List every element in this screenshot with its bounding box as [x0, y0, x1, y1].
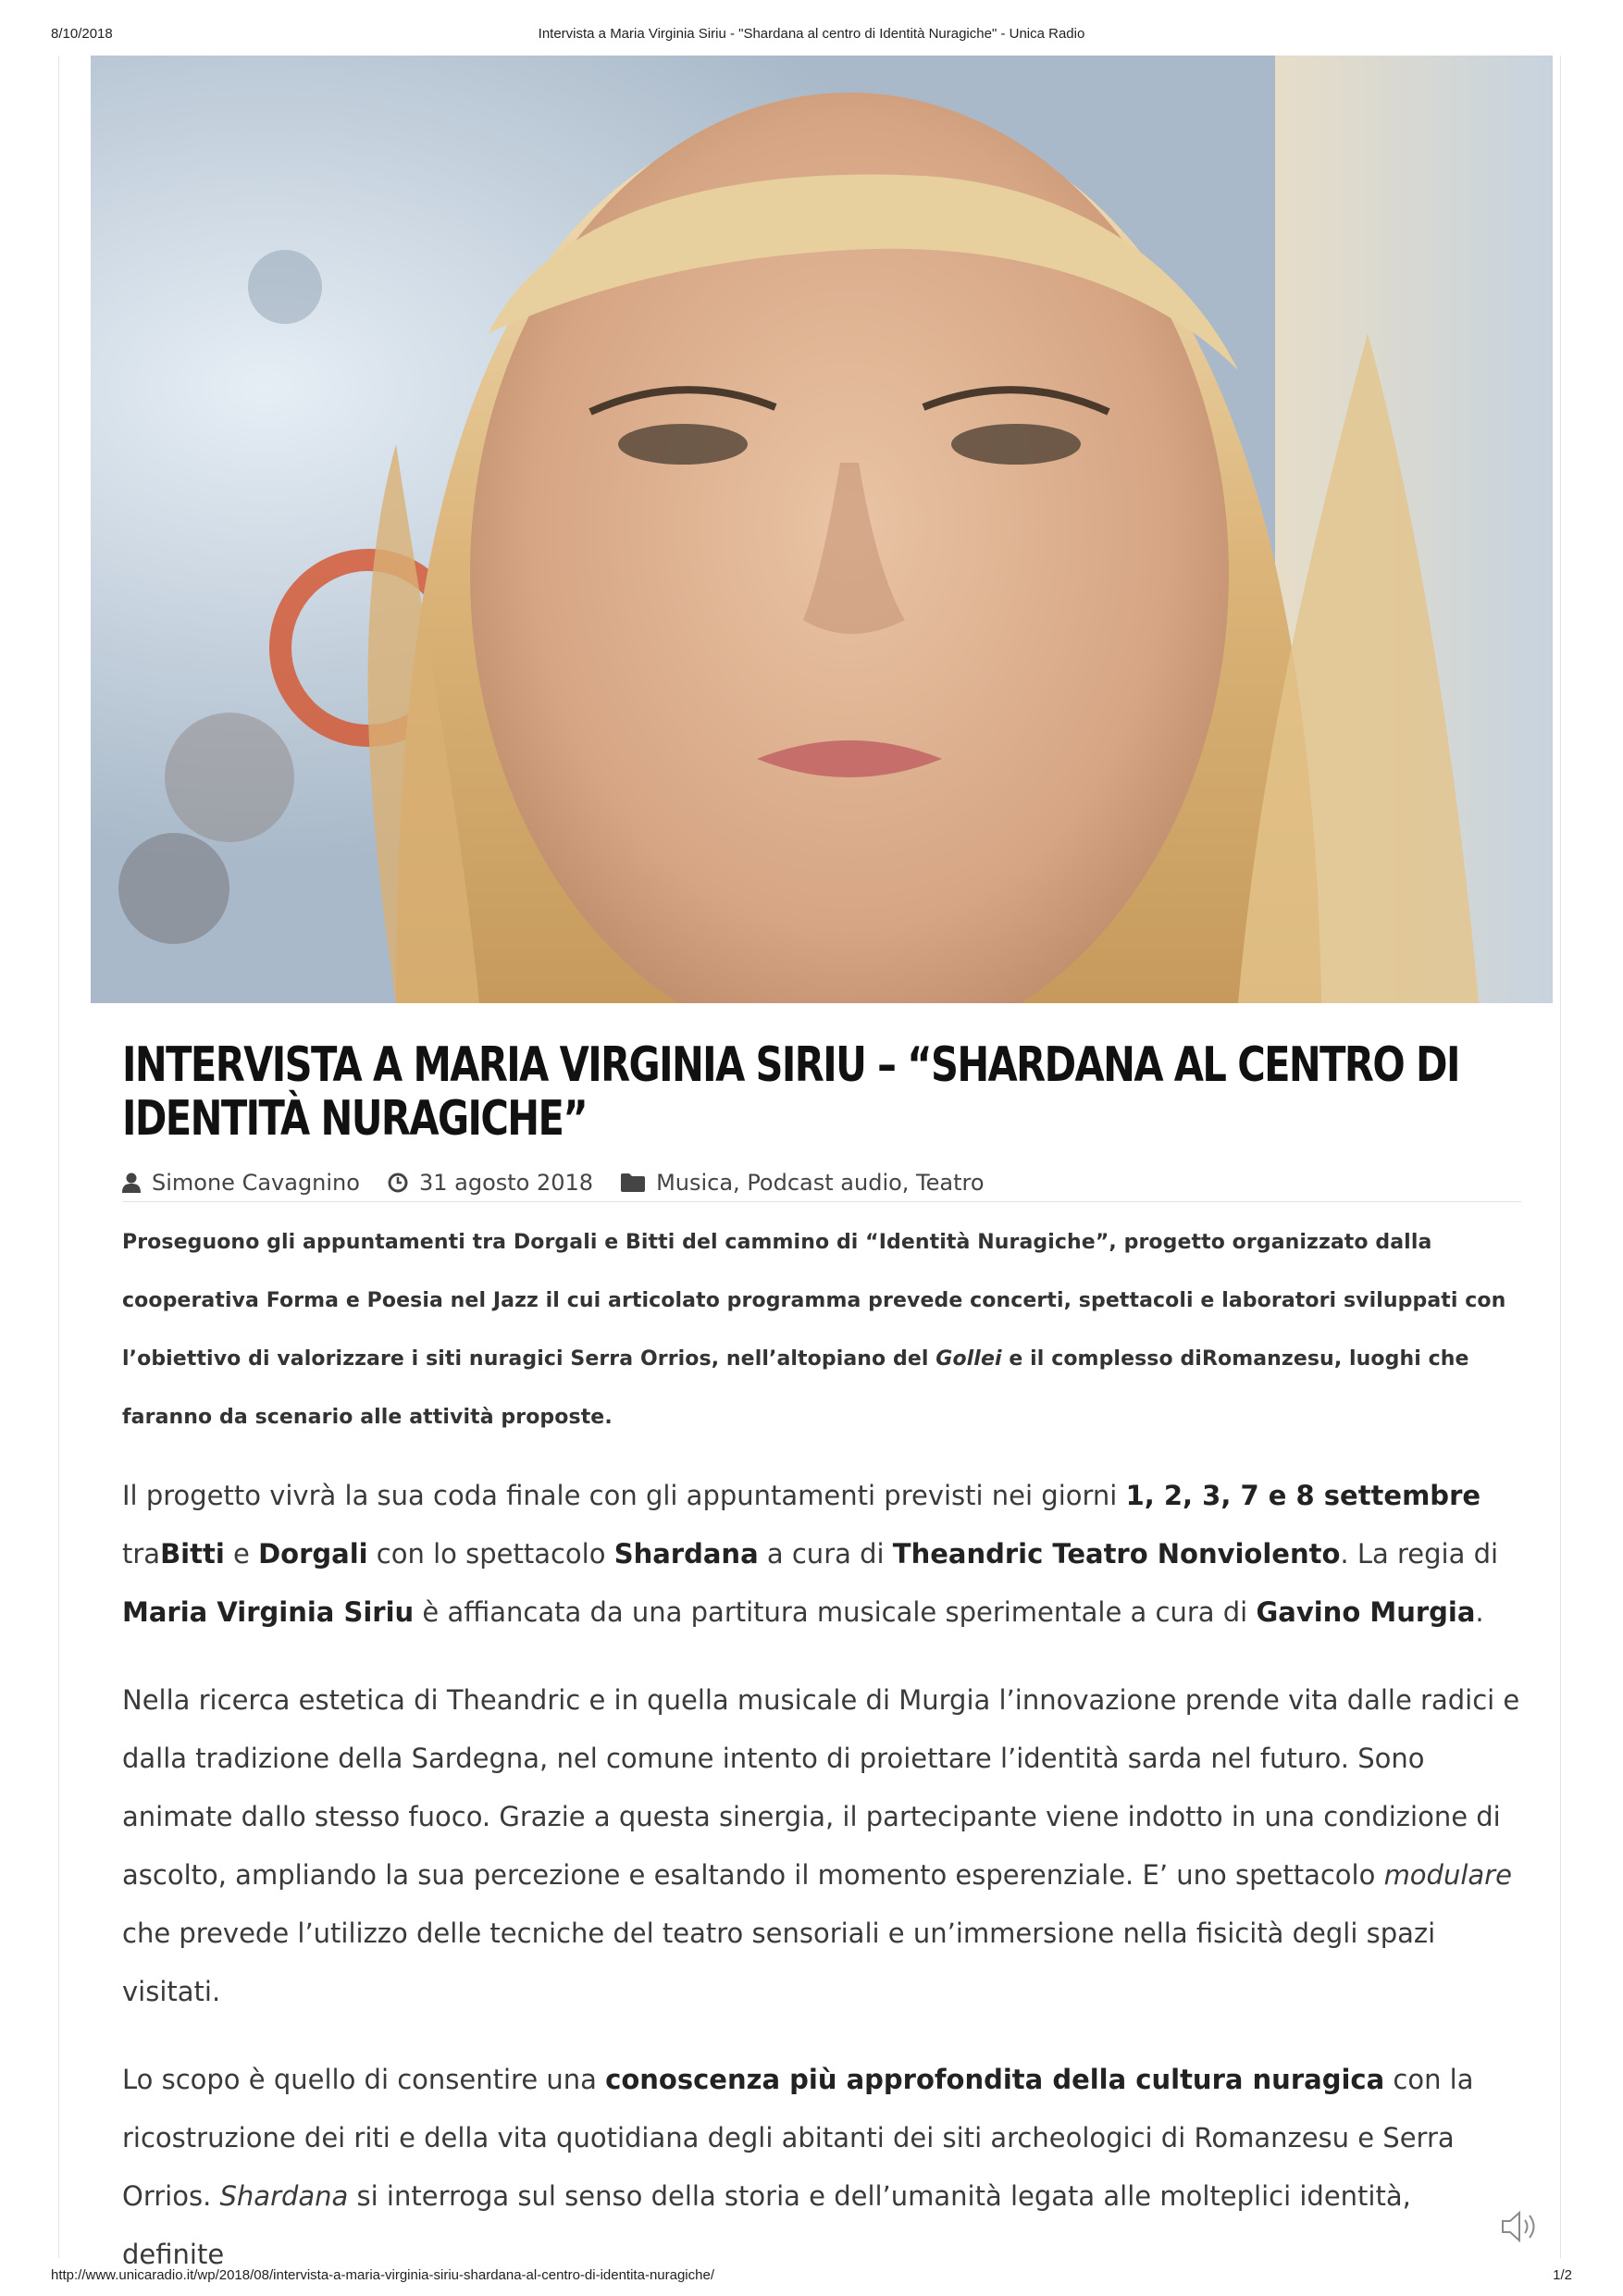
- lead-text-2: il cui articolato programma prevede concerti, spettacoli e laboratori sviluppati con l’obiettivo di valorizzare i siti nuragici Serra Orrios, nell’altopiano del: [122, 1289, 1506, 1371]
- paragraph-1: Il progetto vivrà la sua coda finale con gli appuntamenti previsti nei giorni 1, 2, 3, 7 e 8 settembre traBitti e Dorgali con lo spettacolo Shardana a cura di Theandric Teatro Nonviolento. La regia di Maria Virginia Siriu è affiancata da una partitura musicale sperimentale a cura di Gavino Murgia.: [122, 1480, 1499, 1628]
- lead-text-3: e il complesso diRomanzesu, luoghi che faranno da scenario alle attività proposte.: [122, 1347, 1469, 1429]
- portrait-photo: [91, 56, 1553, 1003]
- article: [91, 56, 1553, 2284]
- lead-link-forma-e-poesia[interactable]: Forma e Poesia nel Jazz: [266, 1289, 539, 1312]
- speaker-widget[interactable]: [1501, 2208, 1542, 2249]
- print-url: http://www.unicaradio.it/wp/2018/08/intervista-a-maria-virginia-siriu-shardana-al-centro-di-identita-nuragiche/: [51, 2267, 714, 2283]
- author-name[interactable]: Simone Cavagnino: [152, 1170, 360, 1196]
- meta-categories[interactable]: [621, 1170, 984, 1196]
- meta-author[interactable]: [122, 1170, 360, 1196]
- lead-italic-gollei: Gollei: [935, 1347, 1002, 1371]
- publish-date: 31 agosto 2018: [418, 1170, 594, 1196]
- frame-border-left: [58, 56, 59, 2258]
- article-lead: [122, 1213, 1521, 1446]
- speaker-icon[interactable]: [1501, 2208, 1542, 2245]
- user-icon: [122, 1173, 141, 1193]
- category-links[interactable]: Musica, Podcast audio, Teatro: [656, 1170, 985, 1196]
- print-page-number: 1/2: [1553, 2267, 1572, 2283]
- article-title: INTERVISTA A MARIA VIRGINIA SIRIU – “SHARDANA AL CENTRO DI IDENTITÀ NURAGICHE”: [122, 1037, 1459, 1147]
- folder-icon: [621, 1173, 645, 1192]
- frame-border-right: [1560, 56, 1561, 2258]
- print-page-title: Intervista a Maria Virginia Siriu - "Shardana al centro di Identità Nuragiche" - Unica Radio: [538, 26, 1085, 42]
- clock-icon: [388, 1173, 408, 1193]
- paragraph-3: Lo scopo è quello di consentire una conoscenza più approfondita della cultura nuragica con la ricostruzione dei riti e della vita quotidiana degli abitanti dei siti archeologici di Romanzesu e Serra Orrios. Shardana si interroga sul senso della storia e dell’umanità legata alle molteplici identità, definite: [122, 2064, 1474, 2270]
- lead-text-1: Proseguono gli appuntamenti tra Dorgali e Bitti del cammino di “Identità Nuragiche”, progetto organizzato dalla cooperativa: [122, 1231, 1432, 1312]
- featured-image: [91, 56, 1553, 1003]
- meta-date: [388, 1170, 593, 1196]
- print-header: [0, 26, 1623, 44]
- article-meta: [122, 1164, 1521, 1202]
- paragraph-2: Nella ricerca estetica di Theandric e in quella musicale di Murgia l’innovazione prende vita dalle radici e dalla tradizione della Sardegna, nel comune intento di proiettare l’identità sarda nel futuro. Sono animate dallo stesso fuoco. Grazie a questa sinergia, il partecipante viene indotto in una condizione di ascolto, ampliando la sua percezione e esaltando il momento esperenziale. E’ uno spettacolo modulare che prevede l’utilizzo delle tecniche del teatro sensoriali e un’immersione nella fisicità degli spazi visitati.: [122, 1684, 1520, 2007]
- print-date: 8/10/2018: [51, 26, 113, 42]
- print-footer: [0, 2267, 1623, 2286]
- article-content: [91, 1038, 1553, 2284]
